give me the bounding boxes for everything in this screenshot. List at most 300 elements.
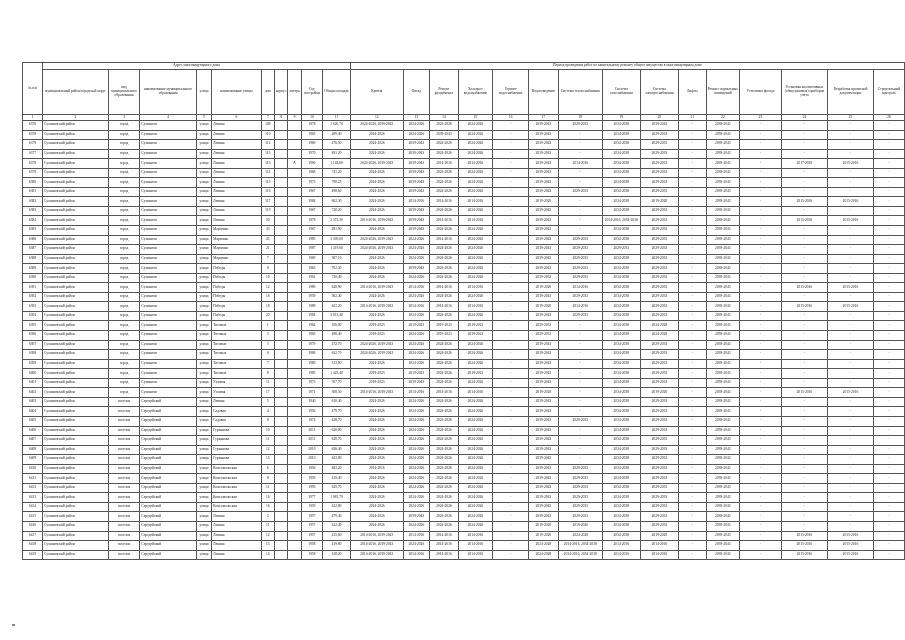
table-cell: 2024-2026 [458, 483, 492, 493]
table-cell: - [740, 359, 782, 369]
table-cell: - [781, 502, 827, 512]
table-cell: 2039-2043 [529, 359, 558, 369]
table-cell: 2039-2043 [430, 130, 459, 140]
table-cell: 418,20 [323, 550, 351, 560]
table-cell: 2039-2043 [529, 187, 558, 197]
table-cell [274, 292, 287, 302]
table-cell: Комсомольская [212, 474, 262, 484]
table-cell: 2014-2016 [430, 302, 459, 312]
table-cell: 6389 [23, 264, 43, 274]
table-cell: 2039-2043 [403, 140, 429, 150]
table-cell: 2019-2020 [640, 531, 679, 541]
table-cell: Середейский [140, 493, 197, 503]
table-cell: город [108, 273, 139, 283]
table-cell: город [108, 226, 139, 236]
table-cell: - [679, 130, 706, 140]
table-cell: - [493, 474, 529, 484]
table-cell: 2024-2026 [350, 455, 403, 465]
table-cell: 2014-2016 [640, 541, 679, 551]
table-cell: 2024-2026 [403, 245, 429, 255]
table-cell: Сухиничский район [43, 292, 109, 302]
table-cell: улица [196, 206, 211, 216]
table-cell: - [493, 388, 529, 398]
table-row [23, 397, 905, 407]
table-cell: - [679, 321, 706, 331]
table-cell: 2034-2038 [602, 283, 640, 293]
table-cell: - [679, 541, 706, 551]
table-cell: 2039-2043 [706, 245, 740, 255]
table-cell [288, 359, 301, 369]
table-cell: 2034-2038 [602, 359, 640, 369]
table-cell: 2039-2043 [706, 397, 740, 407]
table-cell: Победы [212, 283, 262, 293]
table-row [23, 388, 905, 398]
table-cell: 2014-2016 [430, 531, 459, 541]
table-cell: 2024-2026 [458, 178, 492, 188]
table-cell: 2024-2028 [640, 321, 679, 331]
table-cell: - [781, 254, 827, 264]
table-cell: - [873, 359, 904, 369]
table-cell: - [740, 226, 782, 236]
table-cell: Середейский [140, 550, 197, 560]
table-cell: 2034-2038 [602, 159, 640, 169]
table-cell: поселок [108, 550, 139, 560]
table-cell: - [493, 541, 529, 551]
table-cell: 113 [261, 149, 274, 159]
scan-speck [12, 624, 15, 626]
table-cell: 2039-2043 [529, 292, 558, 302]
col-header: Система газоснабжения [602, 70, 640, 115]
col-number: 12 [350, 115, 403, 121]
table-cell: 2024-2026 [350, 359, 403, 369]
table-cell: - [493, 521, 529, 531]
table-cell: 2019-2023 [350, 378, 403, 388]
table-cell: 2039-2043 [529, 121, 558, 131]
table-row [23, 483, 905, 493]
table-cell: 741,20 [323, 168, 351, 178]
table-cell: 2024-2026 [430, 292, 459, 302]
table-cell: улица [196, 436, 211, 446]
table-cell: - [679, 254, 706, 264]
table-cell: - [781, 350, 827, 360]
table-cell: 6377 [23, 149, 43, 159]
table-cell: 2039-2043 [706, 416, 740, 426]
table-cell: - [828, 378, 874, 388]
table-cell: - [740, 283, 782, 293]
table-cell: улица [196, 130, 211, 140]
table-cell: Титовых [212, 331, 262, 341]
table-cell: 2034-2038 [602, 378, 640, 388]
table-cell [274, 550, 287, 560]
table-cell: 2039-2043 [706, 550, 740, 560]
table-row [23, 283, 905, 293]
table-cell: - [740, 168, 782, 178]
table-cell: 2024-2026 [458, 521, 492, 531]
col-header: вид муниципального образования [108, 70, 139, 115]
table-cell: 11 [261, 436, 274, 446]
table-cell: город [108, 140, 139, 150]
table-cell: - [679, 388, 706, 398]
table-cell: - [828, 321, 874, 331]
table-cell [274, 388, 287, 398]
table-cell: 2029-2033 [640, 140, 679, 150]
table-cell: Сухиничский район [43, 521, 109, 531]
table-cell: - [558, 388, 602, 398]
table-cell: улица [196, 493, 211, 503]
table-cell: город [108, 178, 139, 188]
table-cell: - [558, 130, 602, 140]
table-cell: 2029-2033 [640, 445, 679, 455]
table-cell: 1958 [301, 541, 323, 551]
table-cell: - [679, 436, 706, 446]
table-cell: - [828, 493, 874, 503]
table-cell: 2014-2016 [403, 550, 429, 560]
table-cell: 8 [261, 369, 274, 379]
register-sheet [22, 62, 905, 560]
table-cell: Сухиничский район [43, 483, 109, 493]
table-cell [288, 541, 301, 551]
table-cell: 2014-2016 [458, 550, 492, 560]
table-cell: 2039-2043 [529, 407, 558, 417]
table-cell: Сухиничи [140, 350, 197, 360]
col-number: 24 [781, 115, 827, 121]
table-cell: 16 [261, 292, 274, 302]
table-cell: 2024-2026 [458, 130, 492, 140]
table-cell: - [558, 445, 602, 455]
table-row [23, 264, 905, 274]
table-cell: улица [196, 550, 211, 560]
table-cell: Сухиничский район [43, 436, 109, 446]
table-cell: 2014-2016 [602, 550, 640, 560]
table-cell: Сухиничи [140, 178, 197, 188]
table-cell: - [781, 512, 827, 522]
table-cell: Сухиничский район [43, 493, 109, 503]
table-cell: - [493, 531, 529, 541]
table-cell: - [493, 512, 529, 522]
table-cell: город [108, 130, 139, 140]
table-cell: улица [196, 140, 211, 150]
table-cell: - [493, 426, 529, 436]
table-cell: 2019-2023 [350, 321, 403, 331]
table-row [23, 493, 905, 503]
table-cell: 110 [261, 130, 274, 140]
table-cell: Комсомольская [212, 464, 262, 474]
table-cell: улица [196, 416, 211, 426]
table-cell: поселок [108, 502, 139, 512]
table-cell: 2029-2033 [640, 359, 679, 369]
table-cell [288, 311, 301, 321]
table-cell: 2029-2033 [640, 130, 679, 140]
table-row [23, 426, 905, 436]
table-cell [274, 197, 287, 207]
table-cell: 6393 [23, 302, 43, 312]
table-cell: - [679, 531, 706, 541]
table-cell: 1985 [301, 369, 323, 379]
table-cell: 2024-2026 [458, 436, 492, 446]
table-cell: 1995 [301, 483, 323, 493]
table-cell [288, 197, 301, 207]
table-cell: 2024-2026 [430, 416, 459, 426]
table-cell: - [781, 130, 827, 140]
table-cell: 623,80 [323, 455, 351, 465]
table-cell: - [781, 436, 827, 446]
col-number: 25 [828, 115, 874, 121]
table-cell: - [828, 273, 874, 283]
table-cell: 2024-2026 [350, 436, 403, 446]
table-cell: 2029-2033 [640, 254, 679, 264]
table-cell [274, 369, 287, 379]
table-cell: - [828, 121, 874, 131]
table-cell: - [740, 483, 782, 493]
table-cell: 2029-2033 [640, 187, 679, 197]
table-cell: Комсомольская [212, 483, 262, 493]
table-cell [288, 178, 301, 188]
table-cell: - [781, 407, 827, 417]
table-cell: 1985 [301, 235, 323, 245]
table-cell: 2024-2026 [458, 187, 492, 197]
table-cell: 2039-2043 [529, 369, 558, 379]
table-cell: 2039-2043 [529, 264, 558, 274]
table-cell: - [873, 521, 904, 531]
table-cell: город [108, 369, 139, 379]
table-cell: Сухиничи [140, 321, 197, 331]
table-cell: 2029-2033 [640, 407, 679, 417]
table-cell: 2024-2026 [458, 254, 492, 264]
table-cell: - [873, 502, 904, 512]
table-cell [288, 340, 301, 350]
table-cell: - [873, 245, 904, 255]
table-cell: 6378 [23, 159, 43, 169]
table-cell: 562,40 [323, 292, 351, 302]
table-cell: 2014-2016 [558, 302, 602, 312]
table-row [23, 378, 905, 388]
table-cell: - [493, 550, 529, 560]
table-cell: 2019-2023 [350, 369, 403, 379]
table-cell [288, 474, 301, 484]
table-cell [288, 283, 301, 293]
table-cell: 7 [261, 359, 274, 369]
table-cell: 6379 [23, 168, 43, 178]
table-cell: - [679, 350, 706, 360]
table-cell: - [740, 493, 782, 503]
table-cell: 2034-2038 [602, 407, 640, 417]
col-number: 22 [706, 115, 740, 121]
table-cell: 2015-2016 [781, 541, 827, 551]
table-cell: 2024-2026 [430, 464, 459, 474]
table-cell: Марченко [212, 254, 262, 264]
table-cell: 2029-2033 [640, 464, 679, 474]
table-cell: - [679, 512, 706, 522]
table-cell: 1971 [301, 388, 323, 398]
table-cell: улица [196, 340, 211, 350]
table-cell: 2024-2026 [403, 483, 429, 493]
table-cell: 1963 [301, 331, 323, 341]
table-row [23, 273, 905, 283]
table-cell: 2039-2043 [706, 474, 740, 484]
table-cell: Сухиничский район [43, 273, 109, 283]
table-cell: 1970 [301, 149, 323, 159]
table-cell: 2024-2026 [430, 407, 459, 417]
table-cell: Ленина [212, 397, 262, 407]
table-cell: - [740, 426, 782, 436]
table-cell: Ленина [212, 130, 262, 140]
table-row [23, 206, 905, 216]
table-cell: 2015-2016 [781, 216, 827, 226]
table-cell: 472,70 [323, 340, 351, 350]
table-cell: 2010 [301, 455, 323, 465]
table-cell: 2039-2043 [529, 464, 558, 474]
table-cell: Сухиничи [140, 283, 197, 293]
table-cell: 45 [261, 235, 274, 245]
table-cell: Сухиничский район [43, 149, 109, 159]
col-header: Система теплоснабжения [558, 70, 602, 115]
table-cell: - [873, 445, 904, 455]
table-cell: - [781, 292, 827, 302]
table-cell [288, 121, 301, 131]
table-cell: - [679, 445, 706, 455]
table-cell: 6418 [23, 541, 43, 551]
table-cell: 12 [261, 531, 274, 541]
table-cell: Победы [212, 264, 262, 274]
table-cell: улица [196, 159, 211, 169]
table-cell: город [108, 302, 139, 312]
table-row [23, 226, 905, 236]
table-cell: улица [196, 455, 211, 465]
table-cell: 6376 [23, 121, 43, 131]
table-cell: 2014-2016 [430, 235, 459, 245]
col-header: Год постройки [301, 70, 323, 115]
table-cell [274, 302, 287, 312]
table-cell: 2024-2026 [430, 178, 459, 188]
table-cell: Середейский [140, 397, 197, 407]
table-cell [288, 550, 301, 560]
table-cell: 2039-2043 [529, 350, 558, 360]
table-cell: 2024-2026 [458, 350, 492, 360]
table-cell: 2039-2043 [706, 264, 740, 274]
table-cell: 2039-2043 [706, 340, 740, 350]
table-cell: город [108, 350, 139, 360]
table-cell: 2024-2026 [430, 187, 459, 197]
table-cell: 2024-2026 [458, 474, 492, 484]
table-cell [274, 159, 287, 169]
table-cell: 289,40 [323, 130, 351, 140]
table-cell: - [679, 416, 706, 426]
table-cell [288, 149, 301, 159]
table-cell: город [108, 206, 139, 216]
table-cell: Сухиничи [140, 206, 197, 216]
table-cell: Сухиничский район [43, 331, 109, 341]
table-cell: 422,80 [323, 502, 351, 512]
table-cell: 2024-2026 [350, 264, 403, 274]
table-cell: 2039-2043 [403, 512, 429, 522]
table-cell: 2039-2043 [706, 407, 740, 417]
table-cell: 2024-2026 [430, 445, 459, 455]
table-cell: - [493, 483, 529, 493]
table-cell: 2024-2026 [403, 121, 429, 131]
table-cell: 2034-2038 [602, 302, 640, 312]
table-cell: 2024-2026 [430, 140, 459, 150]
table-cell: 2039-2043 [706, 121, 740, 131]
table-cell: - [873, 550, 904, 560]
table-cell: 2024-2026 [458, 416, 492, 426]
table-cell: - [781, 464, 827, 474]
table-cell: - [740, 149, 782, 159]
table-cell: 2024-2026 [430, 359, 459, 369]
table-cell: 3 305,00 [323, 235, 351, 245]
table-cell: - [679, 359, 706, 369]
table-cell: 2014-2016 [458, 197, 492, 207]
table-cell: - [740, 159, 782, 169]
col-number: 2 [43, 115, 109, 121]
table-cell: 1959 [301, 292, 323, 302]
table-cell: Сухиничский район [43, 159, 109, 169]
table-cell: - [740, 273, 782, 283]
table-cell: - [781, 378, 827, 388]
table-cell: - [873, 340, 904, 350]
col-number: 20 [640, 115, 679, 121]
table-cell: Гурьянова [212, 445, 262, 455]
table-cell: 6385 [23, 226, 43, 236]
table-cell: - [828, 502, 874, 512]
table-row [23, 292, 905, 302]
table-cell: - [781, 397, 827, 407]
table-cell: 2029-2033 [640, 273, 679, 283]
table-cell: 2029-2033 [640, 455, 679, 465]
table-cell: - [740, 187, 782, 197]
table-cell: Сухиничский район [43, 378, 109, 388]
table-cell: улица [196, 321, 211, 331]
table-cell [274, 397, 287, 407]
table-cell: - [558, 206, 602, 216]
table-cell: 2039-2043 [529, 445, 558, 455]
table-cell: - [740, 178, 782, 188]
table-cell: - [873, 121, 904, 131]
table-cell: 2024-2026 [350, 226, 403, 236]
table-cell: - [679, 226, 706, 236]
table-cell: - [558, 359, 602, 369]
table-row [23, 512, 905, 522]
table-row [23, 340, 905, 350]
table-cell: 2034-2038 [602, 130, 640, 140]
table-cell: 6417 [23, 531, 43, 541]
table-cell: 2039-2043 [403, 187, 429, 197]
table-cell: - [828, 350, 874, 360]
table-cell: 2029-2033 [558, 245, 602, 255]
col-header: Лифты [679, 70, 706, 115]
table-cell [274, 541, 287, 551]
table-cell: город [108, 168, 139, 178]
table-cell: 2024-2026 [403, 493, 429, 503]
table-cell: 2011 [301, 426, 323, 436]
table-cell: 2029-2033 [640, 311, 679, 321]
table-cell: 2024-2026 [350, 416, 403, 426]
table-cell: - [493, 149, 529, 159]
table-cell: Победы [212, 292, 262, 302]
table-cell: 626,00 [323, 426, 351, 436]
table-cell: 2024-2026 [458, 493, 492, 503]
col-number: 19 [602, 115, 640, 121]
table-cell: 2039-2043 [706, 311, 740, 321]
table-row [23, 550, 905, 560]
table-cell [288, 226, 301, 236]
table-cell [288, 321, 301, 331]
table-cell: 2024-2026 [403, 455, 429, 465]
table-cell: 50 [261, 216, 274, 226]
table-cell: 6409 [23, 455, 43, 465]
table-cell: 6382 [23, 197, 43, 207]
table-cell: - [828, 426, 874, 436]
table-cell: город [108, 149, 139, 159]
